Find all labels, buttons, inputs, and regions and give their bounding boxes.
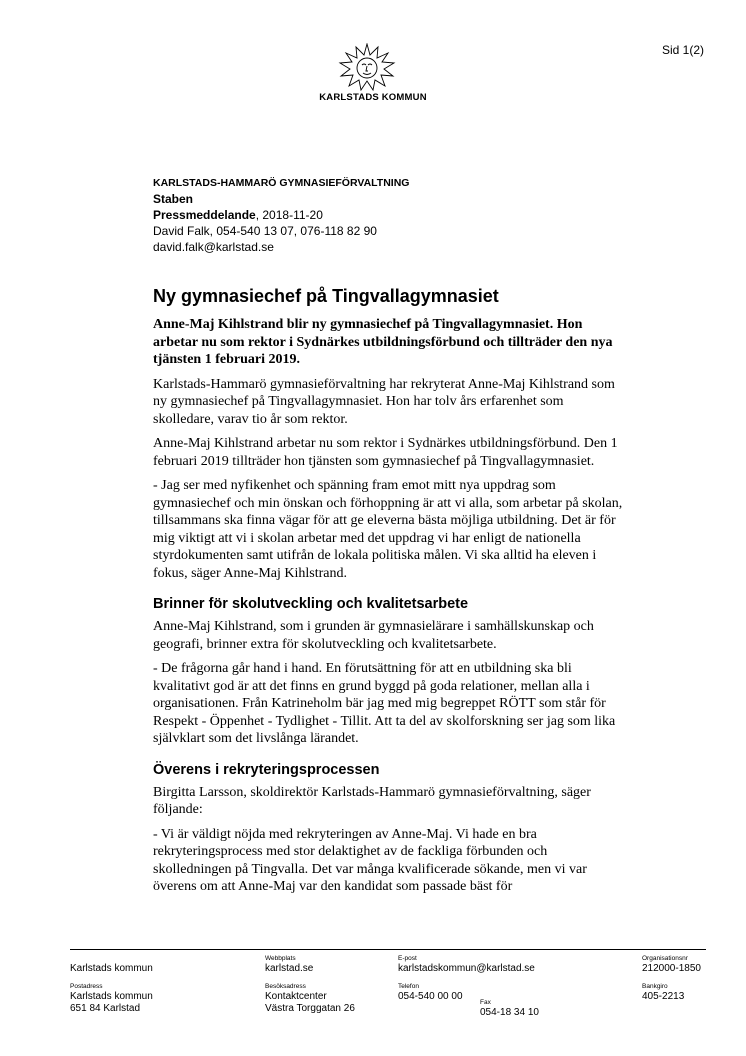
paragraph: Anne-Maj Kihlstrand, som i grunden är gymnasielärare i samhällskunskap och geografi, brinner extra för skolutveckling och kvalitetsarbete. xyxy=(153,619,594,652)
footer-col-web xyxy=(265,955,355,1015)
section-heading: Brinner för skolutveckling och kvalitetsarbete xyxy=(153,596,469,612)
footer-value: 651 84 Karlstad xyxy=(70,1003,141,1014)
paragraph: Birgitta Larsson, skoldirektör Karlstads-Hammarö gymnasieförvaltning, säger följande: xyxy=(153,784,591,817)
section-heading: Överens i rekryteringsprocessen xyxy=(153,761,380,778)
footer-label: Bankgiro xyxy=(642,983,668,990)
footer-label: Besöksadress xyxy=(265,983,306,990)
footer-value: Kontaktcenter xyxy=(265,991,327,1002)
doc-type-line xyxy=(153,207,603,223)
article-title: Ny gymnasiechef på Tingvallagymnasiet xyxy=(153,286,499,306)
footer-label: Fax xyxy=(480,999,491,1006)
footer xyxy=(70,949,706,1030)
footer-value: Västra Torggatan 26 xyxy=(265,1003,355,1014)
footer-label: E-post xyxy=(398,955,417,962)
footer-col-bank xyxy=(642,955,701,1003)
footer-bank: 405-2213 xyxy=(642,991,685,1002)
footer-label: Organisationsnr xyxy=(642,955,688,962)
article-lead: Anne-Maj Kihlstrand blir ny gymnasiechef på Tingvallagymnasiet. Hon arbetar nu som rektor i Sydnärkes utbildningsförbund och tillträder den nya tjänsten 1 februari 2019. xyxy=(153,317,613,367)
footer-value: Karlstads kommun xyxy=(70,991,153,1002)
footer-web-link[interactable]: karlstad.se xyxy=(265,963,314,974)
footer-fax: 054-18 34 10 xyxy=(480,1007,539,1018)
letterhead xyxy=(153,175,603,255)
department: KARLSTADS-HAMMARÖ GYMNASIEFÖRVALTNING xyxy=(153,177,410,189)
footer-col-fax xyxy=(480,999,539,1019)
footer-label: Webbplats xyxy=(265,955,296,962)
paragraph: - Vi är väldigt nöjda med rekryteringen av Anne-Maj. Vi hade en bra rekryteringsprocess med stor delaktighet av de fackliga förbunden och skolledningen på Tingvalla. Det var många kvalificerade sökande, men vi var överens om att Anne-Maj var den kandidat som passade bäst för xyxy=(153,826,587,894)
paragraph: - Jag ser med nyfikenhet och spänning fram emot mitt nya uppdrag som gymnasiechef och min önskan och förhoppning är att vi alla, som arbetar på skolan, tillsammans ska finna vägar för att ge eleverna bästa möjliga utbildning. Det är för mig viktigt att vi i skolan arbetar med det uppdrag vi har enligt de nationella styrdokumenten samt utifrån de lokala politiska målen. Vi ska alltid ha eleven i fokus, säger Anne-Maj Kihlstrand. xyxy=(153,478,623,581)
doc-type: Pressmeddelande xyxy=(153,208,256,222)
footer-col-contact xyxy=(398,955,535,1003)
footer-orgnr: 212000-1850 xyxy=(642,963,701,974)
paragraph: - De frågorna går hand i hand. En förutsättning för att en utbildning ska bli kvalitativt god är att det finns en grund byggd på goda relationer, mellan alla i organisationen. Från Katrineholm bär jag med mig begreppet RÖTT som står för Respekt - Öppenhet - Tydlighet - Tillit. Att ta del av skolforskning ser jag som lika självklart som det livslånga lärandet. xyxy=(153,661,616,746)
org-name: KARLSTADS KOMMUN xyxy=(319,92,427,103)
contact-email: david.falk@karlstad.se xyxy=(153,240,274,254)
article-body xyxy=(153,284,623,903)
footer-org: Karlstads kommun xyxy=(70,963,153,974)
footer-col-org xyxy=(70,955,153,1015)
footer-label: Telefon xyxy=(398,983,419,990)
sun-logo-icon xyxy=(337,43,397,91)
paragraph: Karlstads-Hammarö gymnasieförvaltning har rekryterat Anne-Maj Kihlstrand som ny gymnasiechef på Tingvallagymnasiet. Hon har tolv års erfarenhet som skolledare, varav tio år som rektor. xyxy=(153,376,615,427)
paragraph: Anne-Maj Kihlstrand arbetar nu som rektor i Sydnärkes utbildningsförbund. Den 1 februari 2019 tillträder hon tjänsten som gymnasiechef på Tingvallagymnasiet. xyxy=(153,436,618,469)
footer-label: Postadress xyxy=(70,983,103,990)
footer-phone: 054-540 00 00 xyxy=(398,991,463,1002)
doc-date: , 2018-11-20 xyxy=(255,208,323,222)
contact-line: David Falk, 054-540 13 07, 076-118 82 90 xyxy=(153,224,377,238)
page-number: Sid 1(2) xyxy=(661,43,704,57)
unit: Staben xyxy=(153,192,194,206)
footer-email-link[interactable]: karlstadskommun@karlstad.se xyxy=(398,963,535,974)
